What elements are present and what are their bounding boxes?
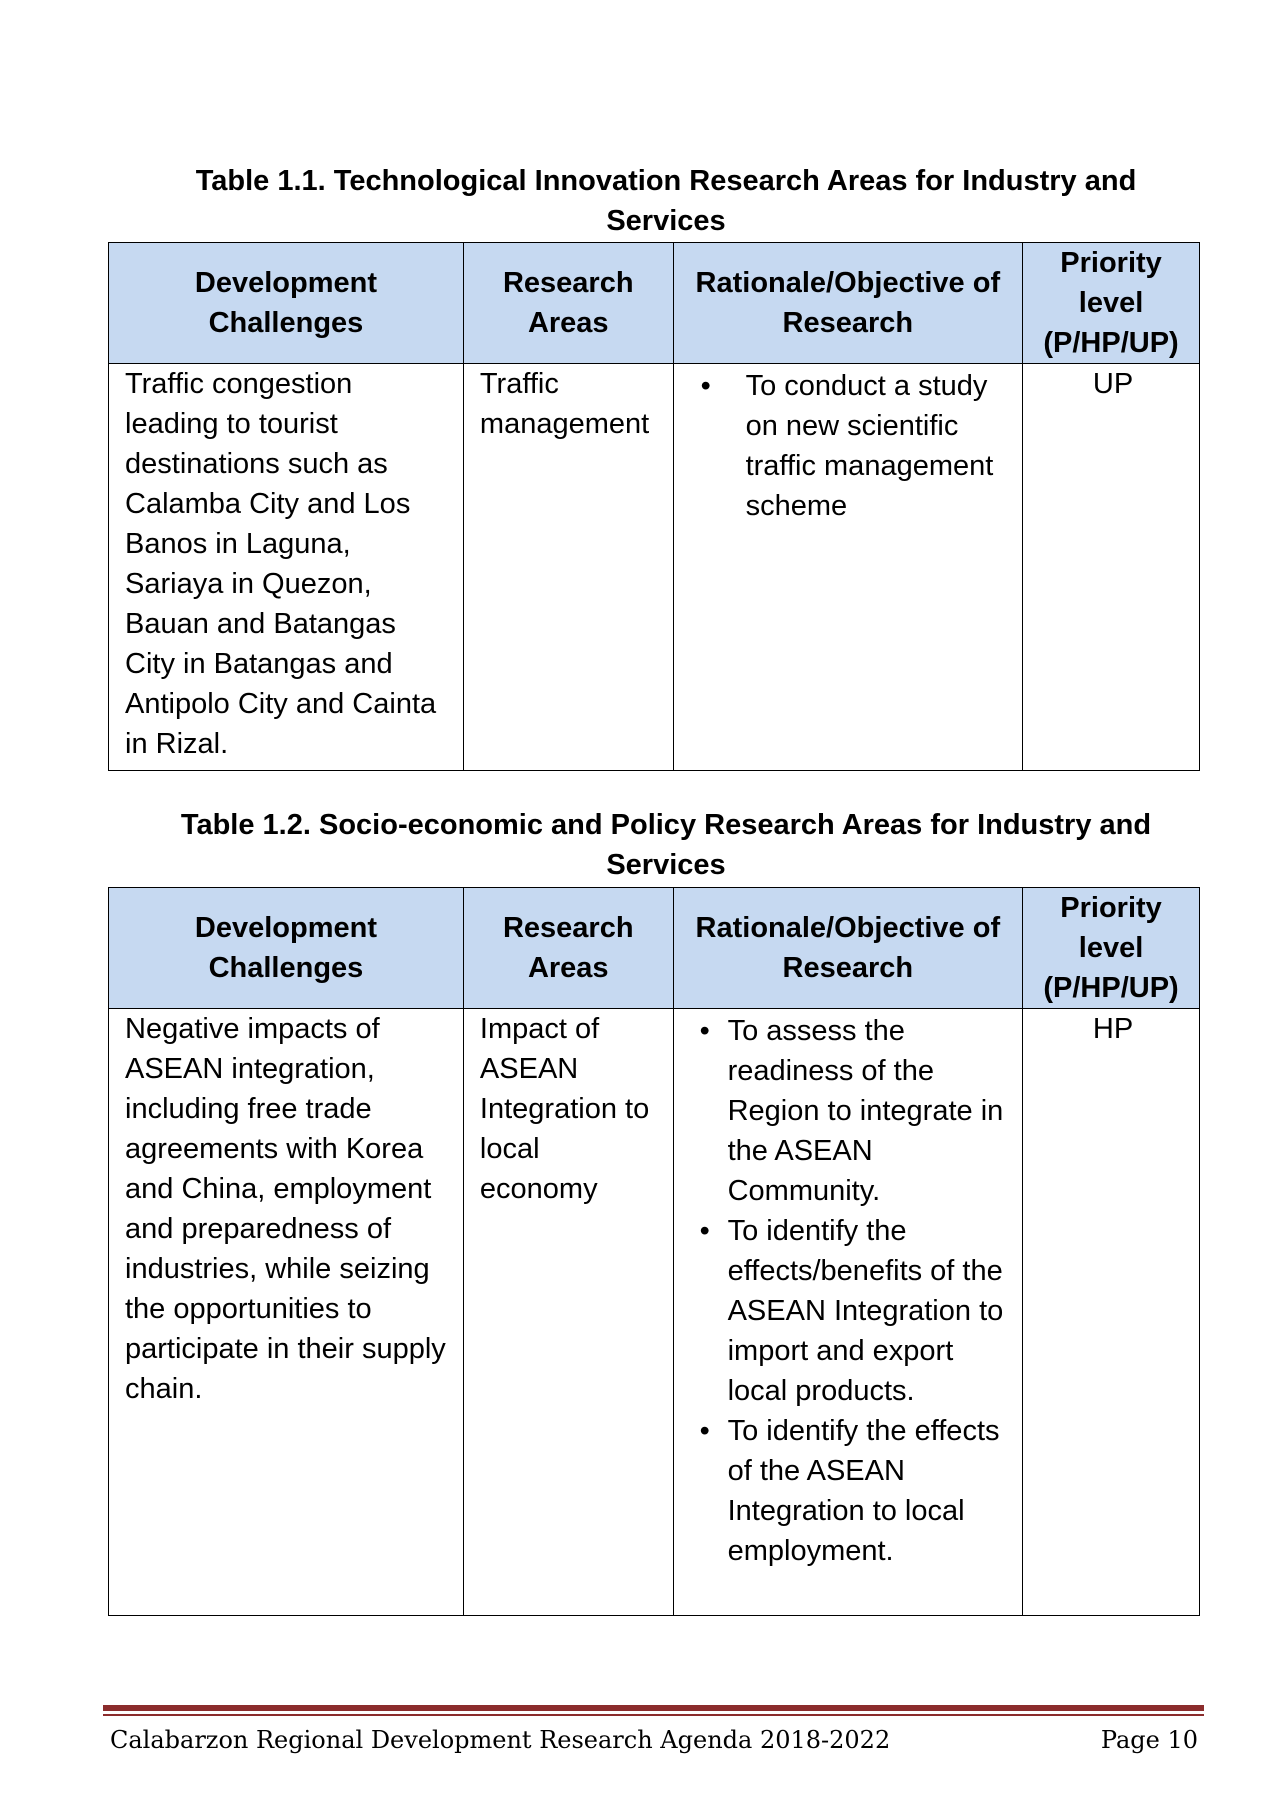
table-header-row <box>109 243 1200 364</box>
objective-item: • To assess the readiness of the Region to integrate in the ASEAN Community. <box>728 1011 1010 1211</box>
footer-document-title: Calabarzon Regional Development Research Agenda 2018-2022 <box>110 1726 891 1754</box>
footer-divider <box>103 1705 1204 1711</box>
table-1-2 <box>108 887 1200 1616</box>
caption-line: Services <box>606 205 726 237</box>
header-priority-level: Priority level (P/HP/UP) <box>1023 888 1200 1009</box>
table-header-row <box>109 888 1200 1009</box>
cell-objectives <box>673 1009 1022 1616</box>
caption-line: Services <box>606 849 726 881</box>
header-development-challenges: Development Challenges <box>109 888 464 1009</box>
header-development-challenges: Development Challenges <box>109 243 464 364</box>
table-row <box>109 1009 1200 1616</box>
cell-priority: HP <box>1023 1009 1200 1616</box>
objective-item: • To identify the effects of the ASEAN Integration to local employment. <box>728 1411 1010 1571</box>
cell-research-area: Impact of ASEAN Integration to local economy <box>463 1009 673 1616</box>
objective-item: • To identify the effects/benefits of the ASEAN Integration to import and export local products. <box>728 1211 1010 1411</box>
footer-divider-thin <box>103 1714 1204 1716</box>
objectives-list <box>690 364 1010 526</box>
header-priority-level: Priority level (P/HP/UP) <box>1023 243 1200 364</box>
table-1-2-caption <box>108 805 1224 885</box>
header-research-areas: Research Areas <box>463 888 673 1009</box>
footer-page-number: Page 10 <box>1100 1726 1198 1754</box>
header-rationale-objective: Rationale/Objective of Research <box>673 243 1022 364</box>
objectives-list <box>690 1009 1010 1571</box>
caption-line: Table 1.1. Technological Innovation Research Areas for Industry and <box>195 165 1137 197</box>
cell-challenge: Traffic congestion leading to tourist destinations such as Calamba City and Los Banos in Laguna, Sariaya in Quezon, Bauan and Batangas City in Batangas and Antipolo City and Cainta in Rizal. <box>109 364 464 771</box>
objective-item: • To conduct a study on new scientific traffic management scheme <box>746 366 1010 526</box>
table-1-1-caption <box>108 161 1224 241</box>
cell-objectives <box>673 364 1022 771</box>
header-rationale-objective: Rationale/Objective of Research <box>673 888 1022 1009</box>
cell-challenge: Negative impacts of ASEAN integration, including free trade agreements with Korea and China, employment and preparedness of industries, while seizing the opportunities to participate in their supply chain. <box>109 1009 464 1616</box>
header-research-areas: Research Areas <box>463 243 673 364</box>
table-1-1 <box>108 242 1200 771</box>
cell-research-area: Traffic management <box>463 364 673 771</box>
table-row <box>109 364 1200 771</box>
caption-line: Table 1.2. Socio-economic and Policy Research Areas for Industry and <box>180 809 1152 841</box>
cell-priority: UP <box>1023 364 1200 771</box>
